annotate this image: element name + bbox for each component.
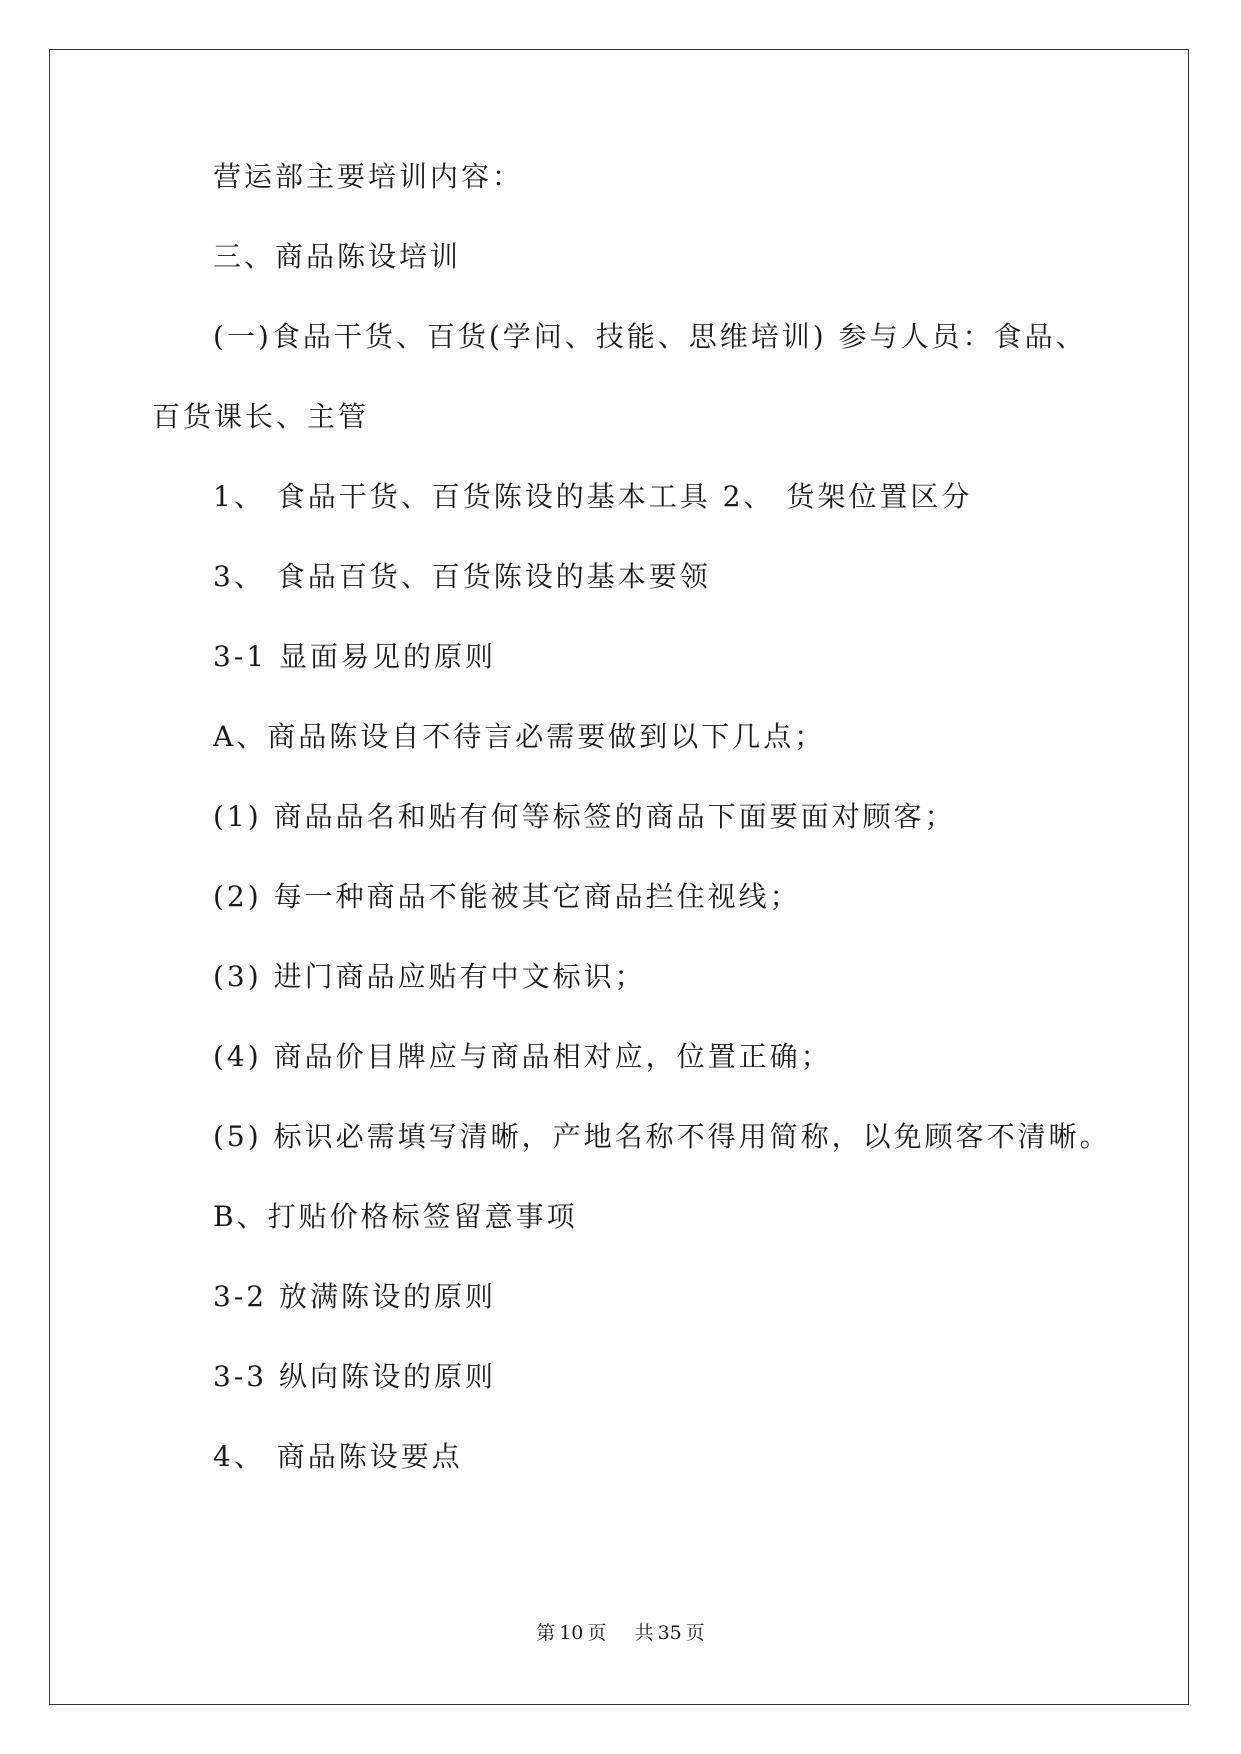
participants-continuation: 百货课长、主管 bbox=[152, 400, 370, 433]
point-a: A、商品陈设自不待言必需要做到以下几点； bbox=[213, 720, 826, 753]
list-item-5: (5) 标识必需填写清晰，产地名称不得用简称，以免顾客不清晰。 bbox=[213, 1120, 1111, 1153]
point-b: B、打贴价格标签留意事项 bbox=[213, 1200, 578, 1233]
principle-full-display: 3-2 放满陈设的原则 bbox=[213, 1280, 496, 1313]
principle-visible: 3-1 显面易见的原则 bbox=[213, 640, 496, 673]
list-item-1: (1) 商品品名和贴有何等标签的商品下面要面对顾客； bbox=[213, 800, 956, 833]
list-item-2: (2) 每一种商品不能被其它商品拦住视线； bbox=[213, 880, 801, 913]
footer-total-prefix: 共 bbox=[634, 1622, 654, 1644]
footer-page-number: 10 bbox=[559, 1622, 584, 1644]
principle-vertical-display: 3-3 纵向陈设的原则 bbox=[213, 1360, 496, 1393]
heading-merchandise-display: 三、商品陈设培训 bbox=[213, 240, 462, 273]
item-basic-tools: 1、 食品干货、百货陈设的基本工具 2、 货架位置区分 bbox=[213, 480, 973, 513]
footer-total-suffix: 页 bbox=[685, 1622, 705, 1644]
list-item-4: (4) 商品价目牌应与商品相对应，位置正确； bbox=[213, 1040, 832, 1073]
footer-total-pages: 35 bbox=[657, 1622, 682, 1644]
section-heading-training-content: 营运部主要培训内容： bbox=[213, 160, 524, 193]
footer-page-prefix: 第 bbox=[536, 1622, 556, 1644]
list-item-3: (3) 进门商品应贴有中文标识； bbox=[213, 960, 646, 993]
page-footer bbox=[0, 1620, 1241, 1646]
item-display-points: 4、 商品陈设要点 bbox=[213, 1440, 463, 1473]
footer-page-suffix: 页 bbox=[587, 1622, 607, 1644]
subheading-participants: (一)食品干货、百货(学问、技能、思维培训) 参与人员：食品、 bbox=[213, 320, 1087, 353]
item-basic-essentials: 3、 食品百货、百货陈设的基本要领 bbox=[213, 560, 711, 593]
